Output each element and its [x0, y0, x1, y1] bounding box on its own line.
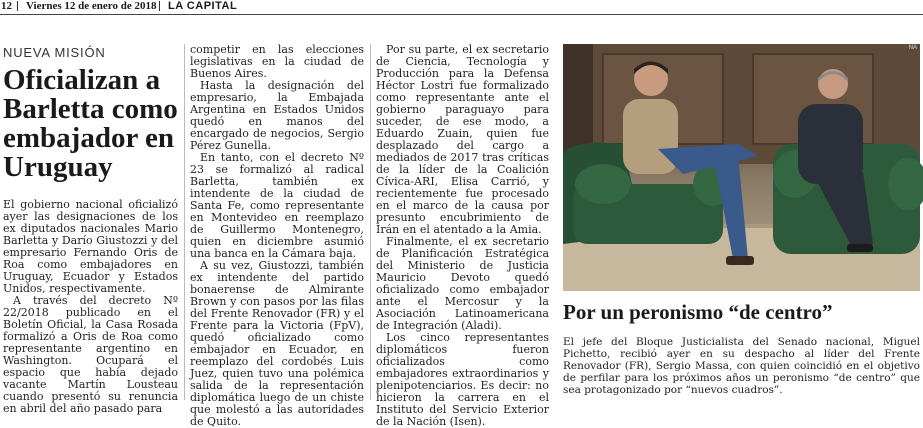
news-photo — [563, 44, 920, 291]
publication-name: LA CAPITAL — [168, 0, 238, 12]
article-column-1 — [3, 198, 178, 415]
header-divider — [17, 1, 18, 11]
page-number: 12 — [1, 0, 12, 12]
page-header — [0, 0, 923, 15]
photo-caption-text: El jefe del Bloque Justicialista del Senado nacional, Miguel Pichetto, recibió ayer en su despacho al líder del Frente Renovador (FR), Sergio Massa, con quien coincidió en el objetivo de perfilar para los próximos años un peronismo “de centro” que sea protagonizado por “nuevos cuadros”. — [563, 336, 920, 396]
photo-illustration — [563, 44, 920, 291]
article-paragraph: Los cinco representantes diplomáticos fueron oficializados como embajadores extraordinarios y plenipotenciarios. Es decir: no hicieron la carrera en el Instituto del Servicio Exterior de la Nación (Isen). — [376, 331, 549, 428]
header-divider — [159, 1, 160, 11]
article-paragraph: A través del decreto Nº 22/2018 publicado en el Boletín Oficial, la Casa Rosada formalizó a Oris de Roa como representante argentino en Washington. Ocupará el espacio que había dejado vacante Martín Lousteau cuando presentó su renuncia en abril del año pasado para — [3, 294, 178, 415]
article-paragraph: competir en las elecciones legislativas en la ciudad de Buenos Aires. — [190, 43, 364, 80]
article-column-3 — [376, 43, 549, 428]
column-rule — [370, 44, 371, 400]
article-paragraph: El gobierno nacional oficializó ayer las designaciones de los ex diputados nacionales Mario Barletta y Darío Giustozzi y del empresario Fernando Oris de Roa como embajadores en Uruguay, Ecuador y Estados Unidos, respectivamente. — [3, 198, 178, 295]
article-paragraph: En tanto, con el decreto Nº 23 se formalizó al radical Barletta, también ex intendente de la ciudad de Santa Fe, como representante en Montevideo en reemplazo de Guillermo Montenegro, quien en diciembre asumió una banca en la Cámara baja. — [190, 151, 364, 260]
photo-caption-title: Por un peronismo “de centro” — [563, 300, 833, 324]
article-paragraph: Por su parte, el ex secretario de Ciencia, Tecnología y Producción para la Defensa Héctor Lostri fue formalizado como representante ante el gobierno paraguayo para suceder, de ese modo, a Eduardo Zuain, quien fue desplazado del cargo a mediados de 2017 tras críticas de la líder de la Coalición Cívica-ARI, Elisa Carrió, y recientemente fue procesado en el marco de la causa por presunto encubrimiento de Irán en el atentado a la Amia. — [376, 43, 549, 236]
column-rule — [184, 44, 185, 400]
article-paragraph: Finalmente, el ex secretario de Planificación Estratégica del Ministerio de Justicia Mauricio Devoto quedó oficializado como embajador ante el Mercosur y la Asociación Latinoamericana de Integración (Aladi). — [376, 235, 549, 332]
article-headline: Oficializan a Barletta como embajador en Uruguay — [3, 64, 178, 183]
article-paragraph: Hasta la designación del empresario, la Embajada Argentina en Estados Unidos quedó en manos del encargado de negocios, Sergio Pérez Gunella. — [190, 79, 364, 152]
article-kicker: NUEVA MISIÓN — [3, 45, 106, 60]
issue-date: Viernes 12 de enero de 2018 — [26, 0, 157, 12]
photo-credit: NA — [908, 45, 917, 51]
article-column-2 — [190, 43, 364, 428]
article-paragraph: A su vez, Giustozzi, también ex intendente del partido bonaerense de Almirante Brown y con pasos por las filas del Frente Renovador (FR) y el Frente para la Victoria (FpV), quedó oficializado como embajador en Ecuador, en reemplazo del cordobés Luis Juez, quien tuvo una polémica salida de la representación diplomática luego de un chiste que molestó a las autoridades de Quito. — [190, 259, 364, 428]
